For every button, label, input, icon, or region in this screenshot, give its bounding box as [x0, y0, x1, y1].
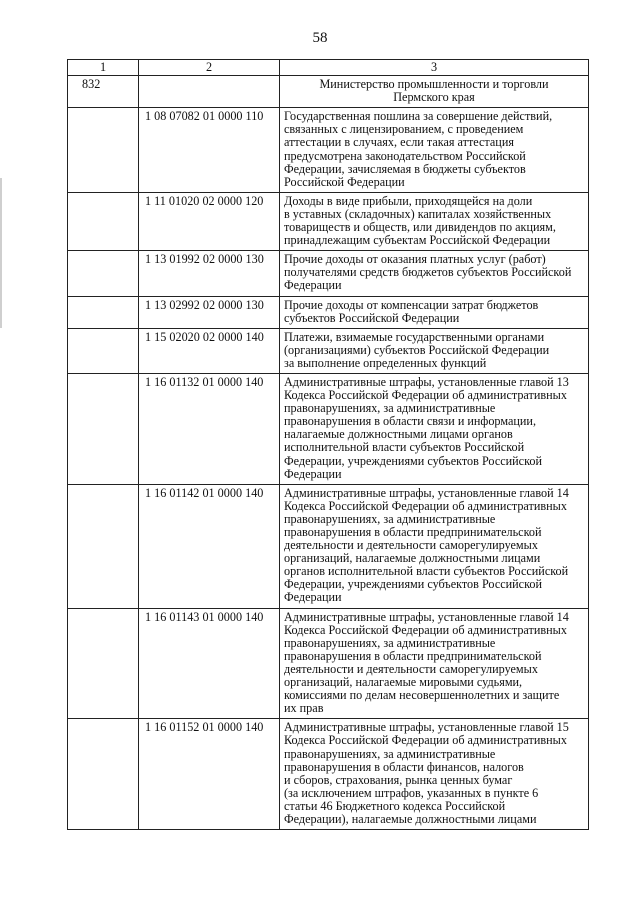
description-line: правонарушениях, за административные — [284, 511, 496, 526]
description-line: налагаемые должностными лицами органов — [284, 427, 513, 442]
header-col-3: 3 — [280, 60, 589, 76]
description-line: комиссиями по делам несовершеннолетних и защите — [284, 688, 560, 703]
description-line: Федерации), налагаемые должностными лицами — [284, 811, 537, 826]
description-line: Федерации — [284, 466, 342, 481]
description-line: Федерации — [284, 278, 342, 293]
revenue-code: 1 16 01143 01 0000 140 — [139, 608, 280, 719]
page-number: 58 — [312, 30, 328, 46]
row-empty-cell — [68, 719, 139, 830]
table-row — [68, 328, 589, 373]
table-row — [68, 608, 589, 719]
table-row — [68, 251, 589, 296]
description-line: Доходы в виде прибыли, приходящейся на доли — [284, 193, 533, 208]
table-row — [68, 484, 589, 608]
revenue-codes-table — [67, 59, 589, 830]
row-empty-cell — [68, 608, 139, 719]
revenue-description — [280, 108, 589, 193]
description-line: Административные штрафы, установленные главой 14 — [284, 485, 569, 500]
description-line: правонарушения в области предпринимательской — [284, 525, 542, 539]
description-line: Федерации, зачисляемая в бюджеты субъектов — [284, 161, 526, 176]
revenue-code: 1 16 01142 01 0000 140 — [139, 484, 280, 608]
description-line: их прав — [284, 701, 324, 716]
description-line: Кодекса Российской Федерации об административных — [284, 622, 567, 637]
table-row — [68, 192, 589, 250]
description-line: и сборов, страхования, рынка ценных бумаг — [284, 772, 513, 787]
revenue-code: 1 13 01992 02 0000 130 — [139, 251, 280, 296]
description-line: правонарушения в области связи и информации, — [284, 414, 536, 429]
administrator-code: 832 — [68, 76, 139, 108]
revenue-code: 1 16 01132 01 0000 140 — [139, 373, 280, 484]
description-line: правонарушениях, за административные — [284, 401, 496, 416]
description-line: деятельности и деятельности саморегулируемых — [284, 661, 538, 676]
revenue-description — [280, 192, 589, 250]
description-line: аттестации в случаях, если такая аттестация — [284, 135, 514, 150]
row-empty-cell — [68, 251, 139, 296]
revenue-code: 1 08 07082 01 0000 110 — [139, 108, 280, 193]
table-row — [68, 719, 589, 830]
header-col-2: 2 — [139, 60, 280, 76]
description-line: Кодекса Российской Федерации об административных — [284, 498, 567, 513]
description-line: исполнительной власти субъектов Российской — [284, 440, 525, 455]
row-empty-cell — [68, 108, 139, 193]
description-line: Кодекса Российской Федерации об административных — [284, 388, 567, 403]
row-empty-cell — [68, 373, 139, 484]
ministry-name-line: Министерство промышленности и торговли — [319, 77, 549, 92]
scan-margin-shadow — [0, 178, 2, 328]
description-line: Платежи, взимаемые государственными органами — [284, 329, 545, 344]
description-line: Федерации — [284, 590, 342, 605]
description-line: правонарушениях, за административные — [284, 635, 496, 650]
revenue-description — [280, 373, 589, 484]
description-line: в уставных (складочных) капиталах хозяйственных — [284, 206, 552, 221]
revenue-code: 1 15 02020 02 0000 140 — [139, 328, 280, 373]
revenue-description — [280, 296, 589, 328]
description-line: организаций, налагаемые должностными лицами — [284, 551, 541, 566]
description-line: предусмотрена законодательством Российской — [284, 148, 526, 163]
description-line: Российской Федерации — [284, 174, 405, 189]
table-row — [68, 373, 589, 484]
description-line: (организациями) субъектов Российской Федерации — [284, 342, 550, 357]
description-line: субъектов Российской Федерации — [284, 310, 460, 325]
description-line: получателями средств бюджетов субъектов Российской — [284, 265, 572, 280]
description-line: Федерации, учреждениями субъектов Российской — [284, 453, 543, 468]
description-line: организаций, налагаемые мировыми судьями, — [284, 675, 523, 690]
description-line: принадлежащим субъектам Российской Федерации — [284, 233, 551, 248]
description-line: органов исполнительной власти субъектов Российской — [284, 564, 569, 579]
ministry-row — [68, 76, 589, 108]
table-header-row — [68, 60, 589, 76]
revenue-description — [280, 328, 589, 373]
revenue-description — [280, 608, 589, 719]
revenue-code: 1 11 01020 02 0000 120 — [139, 192, 280, 250]
revenue-description — [280, 484, 589, 608]
table-row — [68, 296, 589, 328]
row-empty-cell — [68, 192, 139, 250]
description-line: Прочие доходы от оказания платных услуг (работ) — [284, 252, 546, 267]
description-line: правонарушения в области финансов, налогов — [284, 759, 524, 774]
description-line: Государственная пошлина за совершение действий, — [284, 109, 553, 124]
revenue-code: 1 13 02992 02 0000 130 — [139, 296, 280, 328]
description-line: (за исключением штрафов, указанных в пункте 6 — [284, 785, 539, 800]
description-line: правонарушениях, за административные — [284, 746, 496, 761]
header-col-1: 1 — [68, 60, 139, 76]
row-empty-cell — [68, 296, 139, 328]
description-line: Федерации, учреждениями субъектов Российской — [284, 577, 543, 592]
description-line: за выполнение определенных функций — [284, 355, 487, 370]
description-line: Административные штрафы, установленные главой 15 — [284, 720, 569, 735]
description-line: Административные штрафы, установленные главой 14 — [284, 609, 569, 624]
description-line: статьи 46 Бюджетного кодекса Российской — [284, 798, 506, 813]
revenue-description — [280, 719, 589, 830]
row-empty-cell — [68, 484, 139, 608]
description-line: правонарушения в области предпринимательской — [284, 648, 542, 663]
revenue-code: 1 16 01152 01 0000 140 — [139, 719, 280, 830]
description-line: Административные штрафы, установленные главой 13 — [284, 374, 569, 389]
table-row — [68, 108, 589, 193]
ministry-empty-cell — [139, 76, 280, 108]
description-line: товариществ и обществ, или дивидендов по акциям, — [284, 220, 556, 235]
ministry-name — [280, 76, 589, 108]
description-line: связанных с лицензированием, с проведением — [284, 122, 524, 137]
row-empty-cell — [68, 328, 139, 373]
description-line: Прочие доходы от компенсации затрат бюджетов — [284, 297, 539, 312]
revenue-description — [280, 251, 589, 296]
description-line: деятельности и деятельности саморегулируемых — [284, 538, 538, 553]
description-line: Кодекса Российской Федерации об административных — [284, 733, 567, 748]
ministry-name-line: Пермского края — [393, 90, 475, 105]
